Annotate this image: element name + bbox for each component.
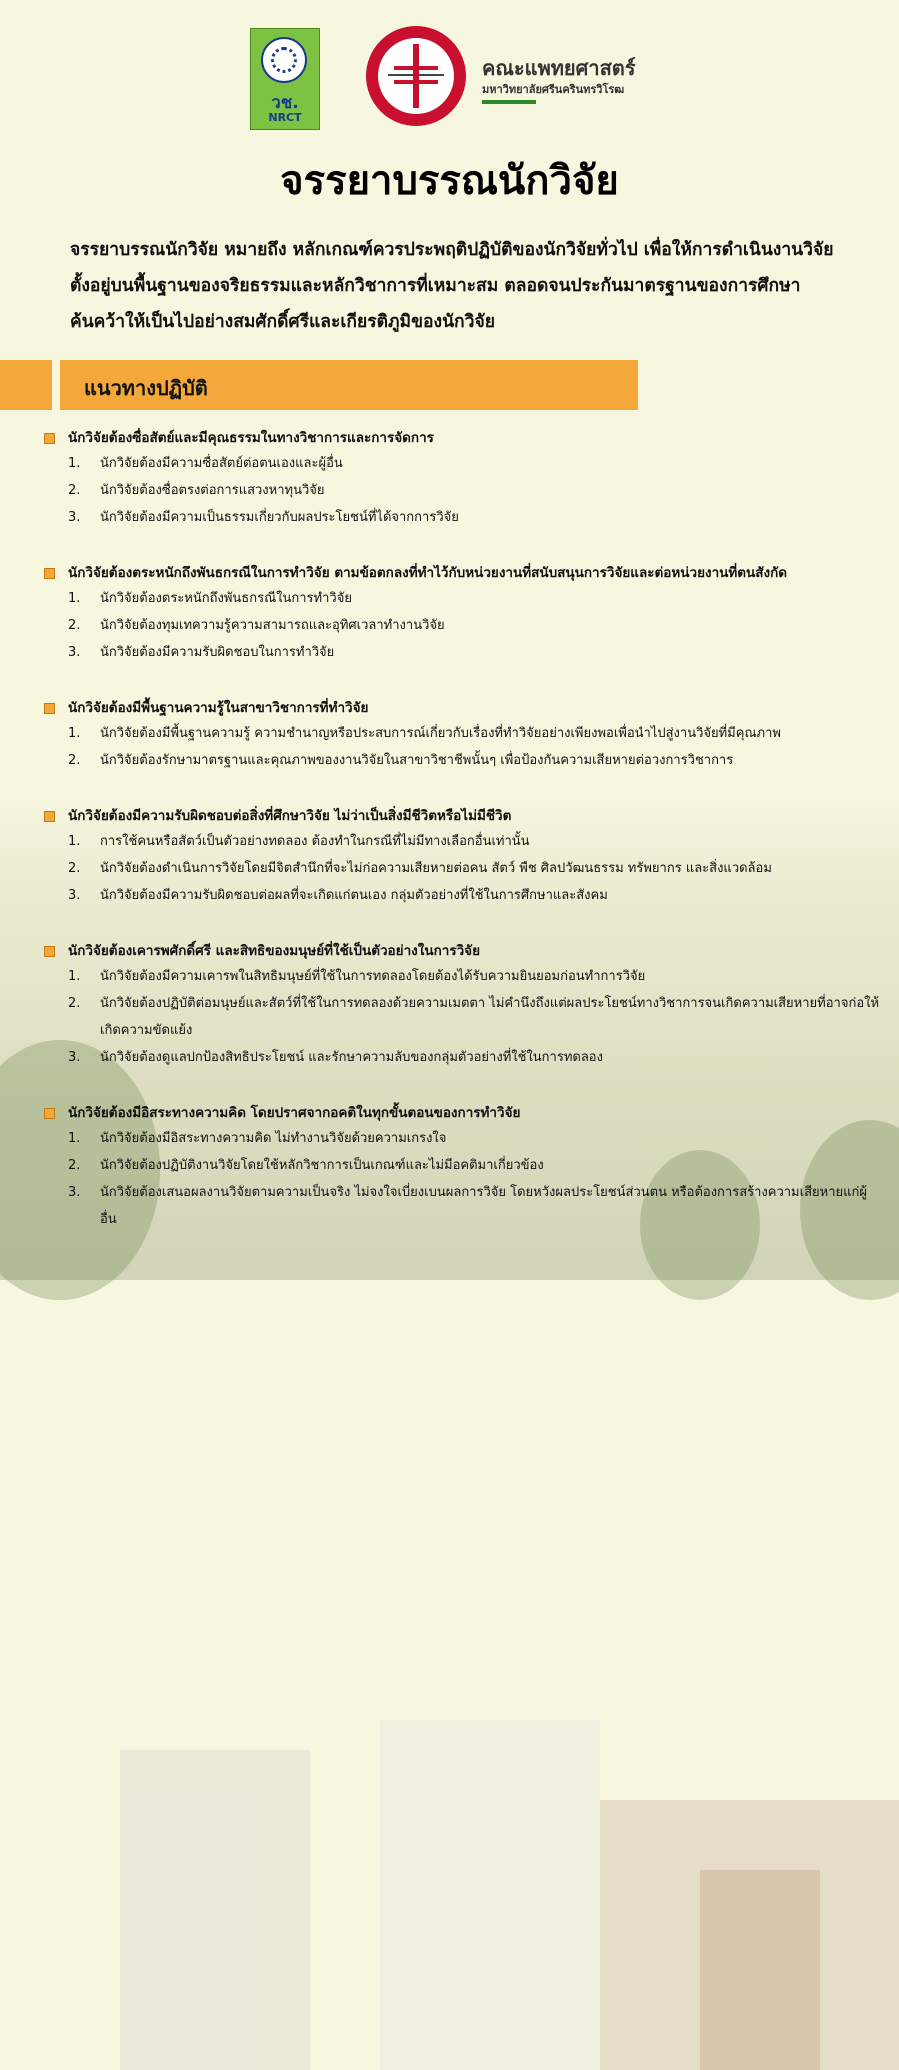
page-title: จรรยาบรรณนักวิจัย — [280, 158, 619, 204]
list-item: 1. นักวิจัยต้องมีความเคารพในสิทธิมนุษย์ที่ใช้ในการทดลองโดยต้องได้รับความยินยอมก่อนทำการวิจัย — [68, 969, 646, 984]
list-item: 3. นักวิจัยต้องดูแลปกป้องสิทธิประโยชน์ และรักษาความลับของกลุ่มตัวอย่างที่ใช้ในการทดลอง — [68, 1050, 603, 1065]
guideline-section — [42, 1101, 882, 1233]
banner-label: แนวทางปฏิบัติ — [84, 376, 208, 400]
list-item: 1. นักวิจัยต้องมีความซื่อสัตย์ต่อตนเองและผู้อื่น — [68, 456, 343, 471]
list-item: 2. นักวิจัยต้องซื่อตรงต่อการแสวงหาทุนวิจัย — [68, 483, 325, 498]
list-item: 3. นักวิจัยต้องมีความรับผิดชอบในการทำวิจัย — [68, 645, 335, 660]
square-bullet-icon — [44, 946, 55, 957]
building-shape — [380, 1720, 600, 2070]
list-item: 1. นักวิจัยต้องมีอิสระทางความคิด ไม่ทำงานวิจัยด้วยความเกรงใจ — [68, 1131, 447, 1146]
section-heading: นักวิจัยต้องซื่อสัตย์และมีคุณธรรมในทางวิชาการและการจัดการ — [42, 426, 882, 450]
square-bullet-icon — [44, 703, 55, 714]
nrct-logo-english: NRCT — [268, 111, 302, 124]
section-heading: นักวิจัยต้องตระหนักถึงพันธกรณีในการทำวิจัย ตามข้อตกลงที่ทำไว้กับหน่วยงานที่สนับสนุนการวิจัยและต่อหน่วยงานที่ตนสังกัด — [42, 561, 882, 585]
list-item: 3. นักวิจัยต้องมีความรับผิดชอบต่อผลที่จะเกิดแก่ตนเอง กลุ่มตัวอย่างที่ใช้ในการศึกษาและสังคม — [68, 888, 608, 903]
guideline-section — [42, 696, 882, 774]
nrct-logo-thai: วช. — [271, 93, 299, 113]
square-bullet-icon — [44, 568, 55, 579]
section-heading: นักวิจัยต้องมีความรับผิดชอบต่อสิ่งที่ศึกษาวิจัย ไม่ว่าเป็นสิ่งมีชีวิตหรือไม่มีชีวิต — [42, 804, 882, 828]
list-item: 1. การใช้คนหรือสัตว์เป็นตัวอย่างทดลอง ต้องทำในกรณีที่ไม่มีทางเลือกอื่นเท่านั้น — [68, 834, 530, 849]
list-item: 3. นักวิจัยต้องมีความเป็นธรรมเกี่ยวกับผลประโยชน์ที่ได้จากการวิจัย — [68, 510, 459, 525]
dharma-wheel-icon — [261, 37, 307, 83]
guidelines-list — [42, 426, 882, 1263]
list-item: 2. นักวิจัยต้องทุมเทความรู้ความสามารถและอุทิศเวลาทำงานวิจัย — [68, 618, 445, 633]
list-item: 2. นักวิจัยต้องปฏิบัติงานวิจัยโดยใช้หลักวิชาการเป็นเกณฑ์และไม่มีอคติมาเกี่ยวข้อง — [68, 1158, 544, 1173]
list-item: 3. นักวิจัยต้องเสนอผลงานวิจัยตามความเป็นจริง ไม่จงใจเบี่ยงเบนผลการวิจัย โดยหวังผลประโยชน์ส่วนตน หรือต้องการสร้างความเสียหายแก่ผู้อื่น — [68, 1185, 867, 1227]
building-shape — [120, 1750, 310, 2070]
square-bullet-icon — [44, 811, 55, 822]
faculty-seal-icon — [366, 26, 466, 126]
building-shape — [700, 1870, 820, 2070]
guideline-section — [42, 804, 882, 909]
guideline-section — [42, 426, 882, 531]
list-item: 2. นักวิจัยต้องรักษามาตรฐานและคุณภาพของงานวิจัยในสาขาวิชาชีพนั้นๆ เพื่อป้องกันความเสียหายต่อวงการวิชาการ — [68, 753, 734, 768]
section-banner — [60, 360, 638, 410]
guideline-section — [42, 939, 882, 1071]
section-heading: นักวิจัยต้องเคารพศักดิ์ศรี และสิทธิของมนุษย์ที่ใช้เป็นตัวอย่างในการวิจัย — [42, 939, 882, 963]
university-name: มหาวิทยาลัยศรีนครินทรวิโรฒ — [482, 83, 625, 96]
list-item: 1. นักวิจัยต้องมีพื้นฐานความรู้ ความชำนาญหรือประสบการณ์เกี่ยวกับเรื่องที่ทำวิจัยอย่างเพียงพอเพื่อนำไปสู่งานวิจัยที่มีคุณภาพ — [68, 726, 781, 741]
list-item: 2. นักวิจัยต้องปฏิบัติต่อมนุษย์และสัตว์ที่ใช้ในการทดลองด้วยความเมตตา ไม่คำนึงถึงแต่ผลประโยชน์ทางวิชาการจนเกิดความเสียหายที่อาจก่อให้เกิดความขัดแย้ง — [68, 996, 880, 1038]
faculty-name: คณะแพทยศาสตร์ — [482, 56, 636, 80]
section-heading: นักวิจัยต้องมีพื้นฐานความรู้ในสาขาวิชาการที่ทำวิจัย — [42, 696, 882, 720]
square-bullet-icon — [44, 433, 55, 444]
header-logos — [248, 26, 668, 136]
guideline-section — [42, 561, 882, 666]
list-item: 1. นักวิจัยต้องตระหนักถึงพันธกรณีในการทำวิจัย — [68, 591, 352, 606]
square-bullet-icon — [44, 1108, 55, 1119]
intro-paragraph: จรรยาบรรณนักวิจัย หมายถึง หลักเกณฑ์ควรประพฤติปฏิบัติของนักวิจัยทั่วไป เพื่อให้การดำเนินงานวิจัยตั้งอยู่บนพื้นฐานของจริยธรรมและหลักวิชาการที่เหมาะสม ตลอดจนประกันมาตรฐานของการศึกษาค้นคว้าให้เป็นไปอย่างสมศักดิ์ศรีและเกียรติภูมิของนักวิจัย — [70, 240, 834, 332]
faculty-underline — [482, 100, 536, 104]
list-item: 2. นักวิจัยต้องดำเนินการวิจัยโดยมีจิตสำนึกที่จะไม่ก่อความเสียหายต่อคน สัตว์ พืช ศิลปวัฒนธรรม ทรัพยากร และสิ่งแวดล้อม — [68, 861, 772, 876]
banner-accent — [0, 360, 52, 410]
section-heading: นักวิจัยต้องมีอิสระทางความคิด โดยปราศจากอคติในทุกขั้นตอนของการทำวิจัย — [42, 1101, 882, 1125]
nrct-logo — [250, 28, 320, 130]
